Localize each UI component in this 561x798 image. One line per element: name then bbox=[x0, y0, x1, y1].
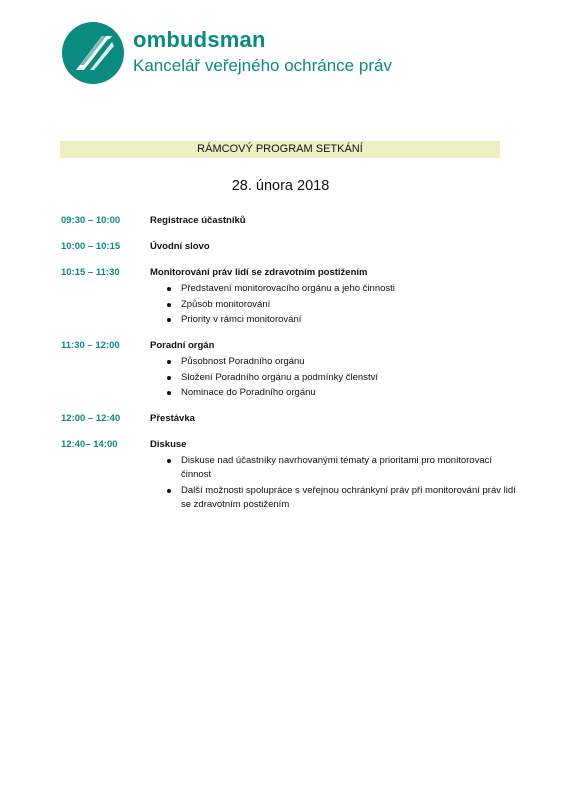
bullet-icon bbox=[167, 489, 171, 493]
agenda-title: Diskuse bbox=[150, 439, 187, 450]
agenda-time: 10:00 – 10:15 bbox=[61, 241, 121, 252]
agenda-row bbox=[61, 240, 511, 254]
agenda-block bbox=[61, 214, 511, 228]
agenda-item bbox=[167, 484, 517, 512]
agenda-items-list bbox=[61, 355, 517, 400]
bullet-icon bbox=[167, 287, 171, 291]
agenda-item-text: Diskuse nad účastníky navrhovanými tématy a prioritami pro monitorovací činnost bbox=[181, 455, 492, 480]
agenda-items-list bbox=[61, 454, 517, 512]
agenda-row bbox=[61, 214, 511, 228]
agenda-title: Poradní orgán bbox=[150, 340, 215, 351]
agenda-items-list bbox=[61, 282, 517, 327]
agenda-block bbox=[61, 266, 511, 327]
agenda-item bbox=[167, 386, 517, 400]
agenda-row bbox=[61, 438, 511, 452]
agenda-block bbox=[61, 339, 511, 400]
agenda-item-text: Způsob monitorování bbox=[181, 298, 271, 310]
agenda-title: Monitorování práv lidí se zdravotním postižením bbox=[150, 267, 368, 278]
agenda-time: 11:30 – 12:00 bbox=[61, 340, 120, 351]
bullet-icon bbox=[167, 318, 171, 322]
bullet-icon bbox=[167, 391, 171, 395]
logo-title: ombudsman bbox=[133, 27, 266, 52]
agenda-item-text: Další možnosti spolupráce s veřejnou ochránkyní práv při monitorování práv lidí se zdravotním postižením bbox=[181, 484, 516, 510]
agenda-item-text: Působnost Poradního orgánu bbox=[181, 356, 305, 367]
program-title-banner bbox=[60, 141, 500, 158]
agenda-block bbox=[61, 438, 516, 512]
agenda-item-text: Nominace do Poradního orgánu bbox=[181, 387, 316, 398]
agenda-time: 12:40– 14:00 bbox=[61, 439, 118, 450]
program-title: RÁMCOVÝ PROGRAM SETKÁNÍ bbox=[197, 143, 363, 155]
meeting-date: 28. února 2018 bbox=[231, 178, 330, 194]
agenda-item bbox=[167, 298, 517, 312]
agenda-row bbox=[61, 266, 511, 280]
agenda-block bbox=[61, 412, 511, 426]
agenda-time: 09:30 – 10:00 bbox=[61, 215, 121, 226]
bullet-icon bbox=[167, 303, 171, 307]
agenda-title: Úvodní slovo bbox=[150, 241, 210, 252]
agenda-item bbox=[167, 454, 517, 482]
agenda-row bbox=[61, 339, 511, 353]
agenda-item bbox=[167, 355, 517, 369]
agenda-item bbox=[167, 313, 517, 327]
bullet-icon bbox=[167, 459, 171, 463]
ombudsman-logo-icon bbox=[62, 22, 124, 84]
bullet-icon bbox=[167, 360, 171, 364]
agenda bbox=[61, 214, 516, 524]
agenda-time: 12:00 – 12:40 bbox=[61, 413, 121, 424]
agenda-item bbox=[167, 371, 517, 385]
agenda-time: 10:15 – 11:30 bbox=[61, 267, 120, 278]
agenda-title: Přestávka bbox=[150, 413, 195, 424]
agenda-item-text: Složení Poradního orgánu a podmínky členství bbox=[181, 371, 378, 383]
bullet-icon bbox=[167, 376, 171, 380]
agenda-block bbox=[61, 240, 511, 254]
agenda-item bbox=[167, 282, 517, 296]
agenda-item-text: Priority v rámci monitorování bbox=[181, 314, 302, 325]
logo-subtitle: Kancelář veřejného ochránce práv bbox=[133, 56, 392, 75]
agenda-row bbox=[61, 412, 511, 426]
agenda-item-text: Představení monitorovacího orgánu a jeho činnosti bbox=[181, 283, 395, 294]
ombudsman-logo bbox=[62, 22, 392, 86]
agenda-title: Registrace účastníků bbox=[150, 215, 246, 226]
